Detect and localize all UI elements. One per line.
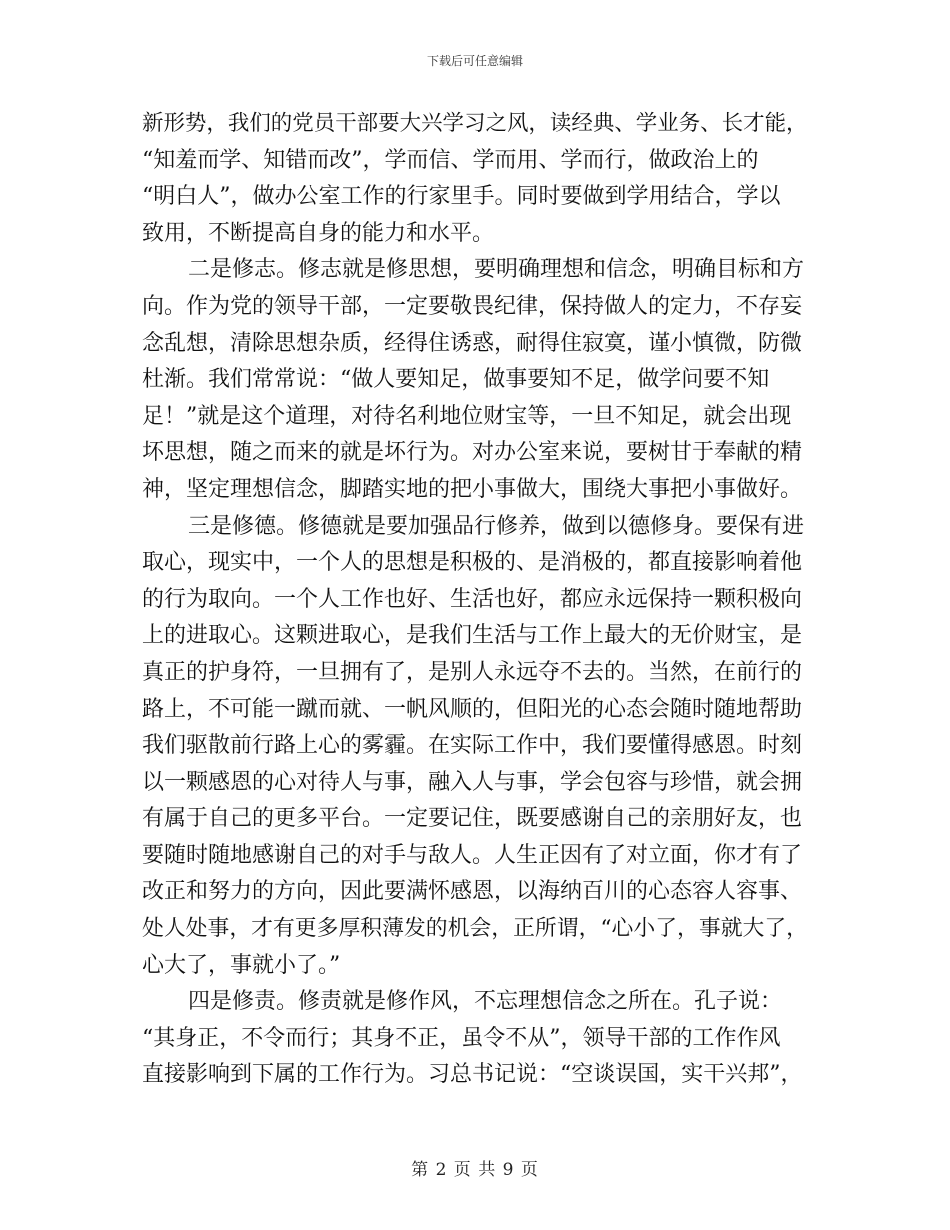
text-line: 以一颗感恩的心对待人与事，融入人与事，学会包容与珍惜，就会拥 bbox=[142, 769, 803, 795]
text-line: 上的进取心。这颗进取心，是我们生活与工作上最大的无价财宝，是 bbox=[142, 623, 803, 649]
text-line: 真正的护身符，一旦拥有了，是别人永远夺不去的。当然，在前行的 bbox=[142, 659, 803, 685]
text-line: 三是修德。修德就是要加强品行修养，做到以德修身。要保有进 bbox=[188, 513, 805, 539]
text-line: 有属于自己的更多平台。一定要记住，既要感谢自己的亲朋好友，也 bbox=[142, 806, 803, 832]
text-line: 直接影响到下属的工作行为。习总书记说：“空谈误国，实干兴邦”， bbox=[142, 1062, 803, 1088]
text-line: 改正和努力的方向，因此要满怀感恩，以海纳百川的心态容人容事、 bbox=[142, 879, 803, 905]
text-line: 杜渐。我们常常说：“做人要知足，做事要知不足，做学问要不知 bbox=[142, 367, 770, 393]
text-line: 的行为取向。一个人工作也好、生活也好，都应永远保持一颗积极向 bbox=[142, 586, 803, 612]
text-line: 二是修志。修志就是修思想，要明确理想和信念，明确目标和方 bbox=[188, 257, 805, 283]
text-line: 要随时随地感谢自己的对手与敌人。人生正因有了对立面，你才有了 bbox=[142, 842, 803, 868]
text-line: 心大了，事就小了。” bbox=[142, 952, 341, 978]
text-line: “其身正，不令而行；其身不正，虽令不从”，领导干部的工作作风 bbox=[142, 1025, 781, 1051]
text-line: 我们驱散前行路上心的雾霾。在实际工作中，我们要懂得感恩。时刻 bbox=[142, 733, 803, 759]
text-line: 取心，现实中，一个人的思想是积极的、是消极的，都直接影响着他 bbox=[142, 550, 803, 576]
text-line: “知羞而学、知错而改”，学而信、学而用、学而行，做政治上的 bbox=[142, 147, 759, 173]
text-line: 处人处事，才有更多厚积薄发的机会，正所谓，“心小了，事就大了， bbox=[142, 916, 809, 942]
page-header: 下载后可任意编辑 bbox=[426, 54, 523, 68]
text-line: 四是修责。修责就是修作风，不忘理想信念之所在。孔子说： bbox=[188, 989, 783, 1015]
text-line: 念乱想，清除思想杂质，经得住诱惑，耐得住寂寞，谨小慎微，防微 bbox=[142, 330, 803, 356]
text-line: 路上，不可能一蹴而就、一帆风顺的，但阳光的心态会随时随地帮助 bbox=[142, 696, 803, 722]
text-line: 神，坚定理想信念，脚踏实地的把小事做大，围绕大事把小事做好。 bbox=[142, 476, 803, 502]
document-body bbox=[142, 106, 808, 1094]
text-line: 新形势，我们的党员干部要大兴学习之风，读经典、学业务、长才能， bbox=[142, 111, 808, 136]
page-footer: 第 2 页 共 9 页 bbox=[411, 1160, 539, 1180]
text-line: 向。作为党的领导干部，一定要敬畏纪律，保持做人的定力，不存妄 bbox=[142, 293, 803, 319]
text-line: 坏思想，随之而来的就是坏行为。对办公室来说，要树甘于奉献的精 bbox=[142, 440, 803, 466]
text-line: 致用，不断提高自身的能力和水平。 bbox=[142, 220, 495, 246]
text-line: “明白人”，做办公室工作的行家里手。同时要做到学用结合，学以 bbox=[142, 184, 781, 210]
text-line: 足！”就是这个道理，对待名利地位财宝等，一旦不知足，就会出现 bbox=[142, 403, 792, 429]
